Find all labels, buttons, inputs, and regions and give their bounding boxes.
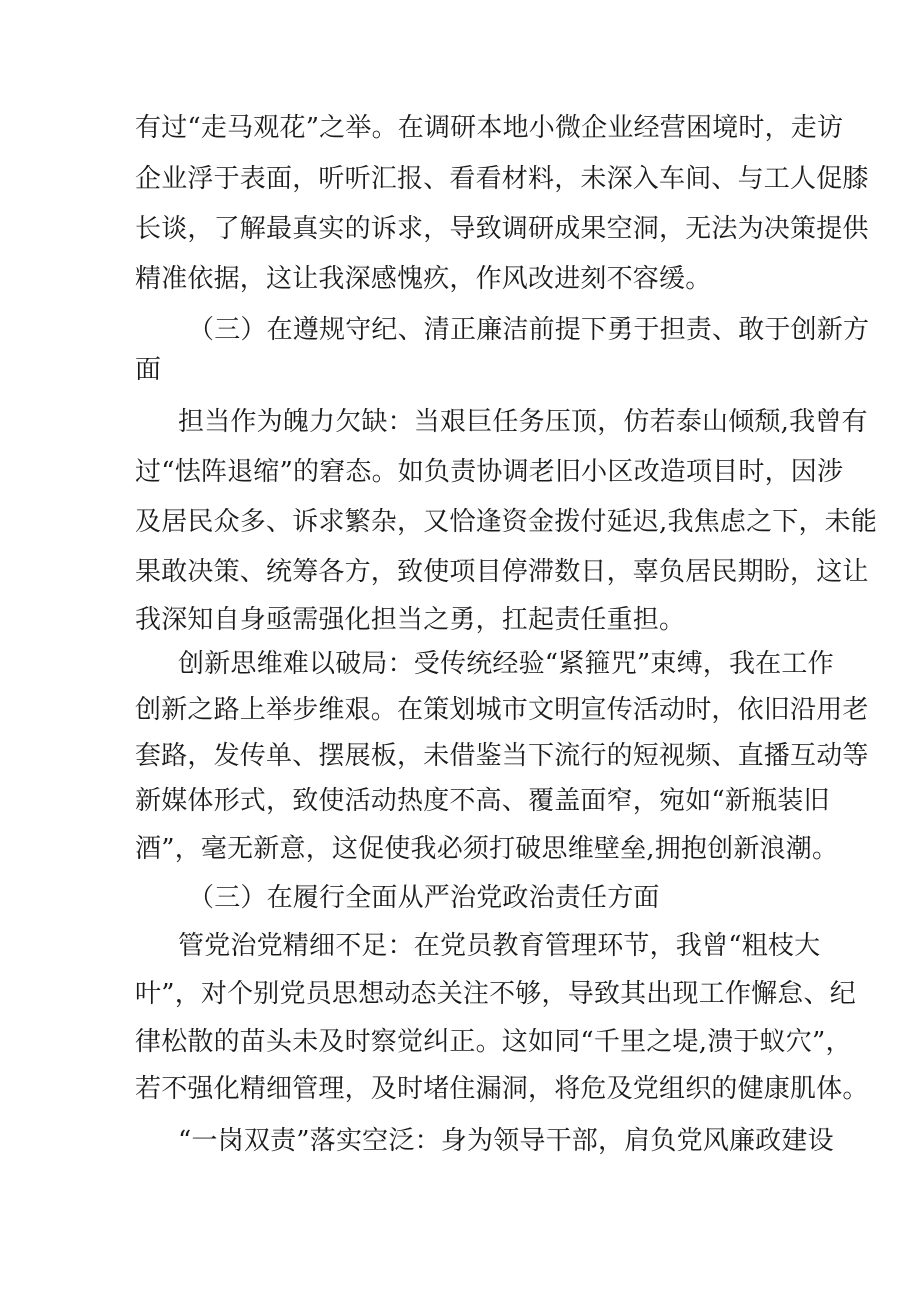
paragraph-start: 担当作为魄力欠缺：当艰巨任务压顶，仿若泰山倾颓,我曾有 [178, 407, 868, 437]
paragraph-start: “一岗双责”落实空泛：身为领导干部，肩负党风廉政建设 [178, 1126, 834, 1156]
section-heading: （三）在遵规守纪、清正廉洁前提下勇于担责、敢于创新方 [188, 315, 870, 345]
text-line: 创新之路上举步维艰。在策划城市文明宣传活动时，依旧沿用老 [135, 695, 869, 725]
paragraph-start: 创新思维难以破局：受传统经验“紧箍咒”束缚，我在工作 [178, 649, 834, 679]
section-heading: （三）在履行全面从严治党政治责任方面 [188, 883, 660, 913]
text-line: 有过“走马观花”之举。在调研本地小微企业经营困境时，走访 [135, 113, 844, 143]
text-line: 过“怯阵退缩”的窘态。如负责协调老旧小区改造项目时，因涉 [135, 457, 844, 487]
text-line: 长谈，了解最真实的诉求，导致调研成果空洞，无法为决策提供 [135, 214, 869, 244]
text-line: 若不强化精细管理，及时堵住漏洞，将危及党组织的健康肌体。 [135, 1074, 869, 1104]
text-line: 套路，发传单、摆展板，未借鉴当下流行的短视频、直播互动等 [135, 741, 869, 771]
section-heading-continued: 面 [135, 355, 162, 385]
text-line: 律松散的苗头未及时察觉纠正。这如同“千里之堤,溃于蚁穴”， [135, 1027, 852, 1057]
text-line: 新媒体形式，致使活动热度不高、覆盖面窄，宛如“新瓶装旧 [135, 786, 830, 816]
text-line: 果敢决策、统筹各方，致使项目停滞数日，辜负居民期盼，这让 [135, 557, 869, 587]
paragraph-start: 管党治党精细不足：在党员教育管理环节，我曾“粗枝大 [178, 931, 821, 961]
text-line: 精准依据，这让我深感愧疚，作风改进刻不容缓。 [135, 264, 712, 294]
text-line: 企业浮于表面，听听汇报、看看材料，未深入车间、与工人促膝 [135, 164, 869, 194]
text-line: 我深知自身亟需强化担当之勇，扛起责任重担。 [135, 605, 686, 635]
text-line: 叶”，对个别党员思想动态关注不够，导致其出现工作懈怠、纪 [135, 979, 856, 1009]
text-line: 酒”，毫无新意，这促使我必须打破思维壁垒,拥抱创新浪潮。 [135, 834, 839, 864]
text-line: 及居民众多、诉求繁杂，又恰逢资金拨付延迟,我焦虑之下，未能 [135, 507, 878, 537]
